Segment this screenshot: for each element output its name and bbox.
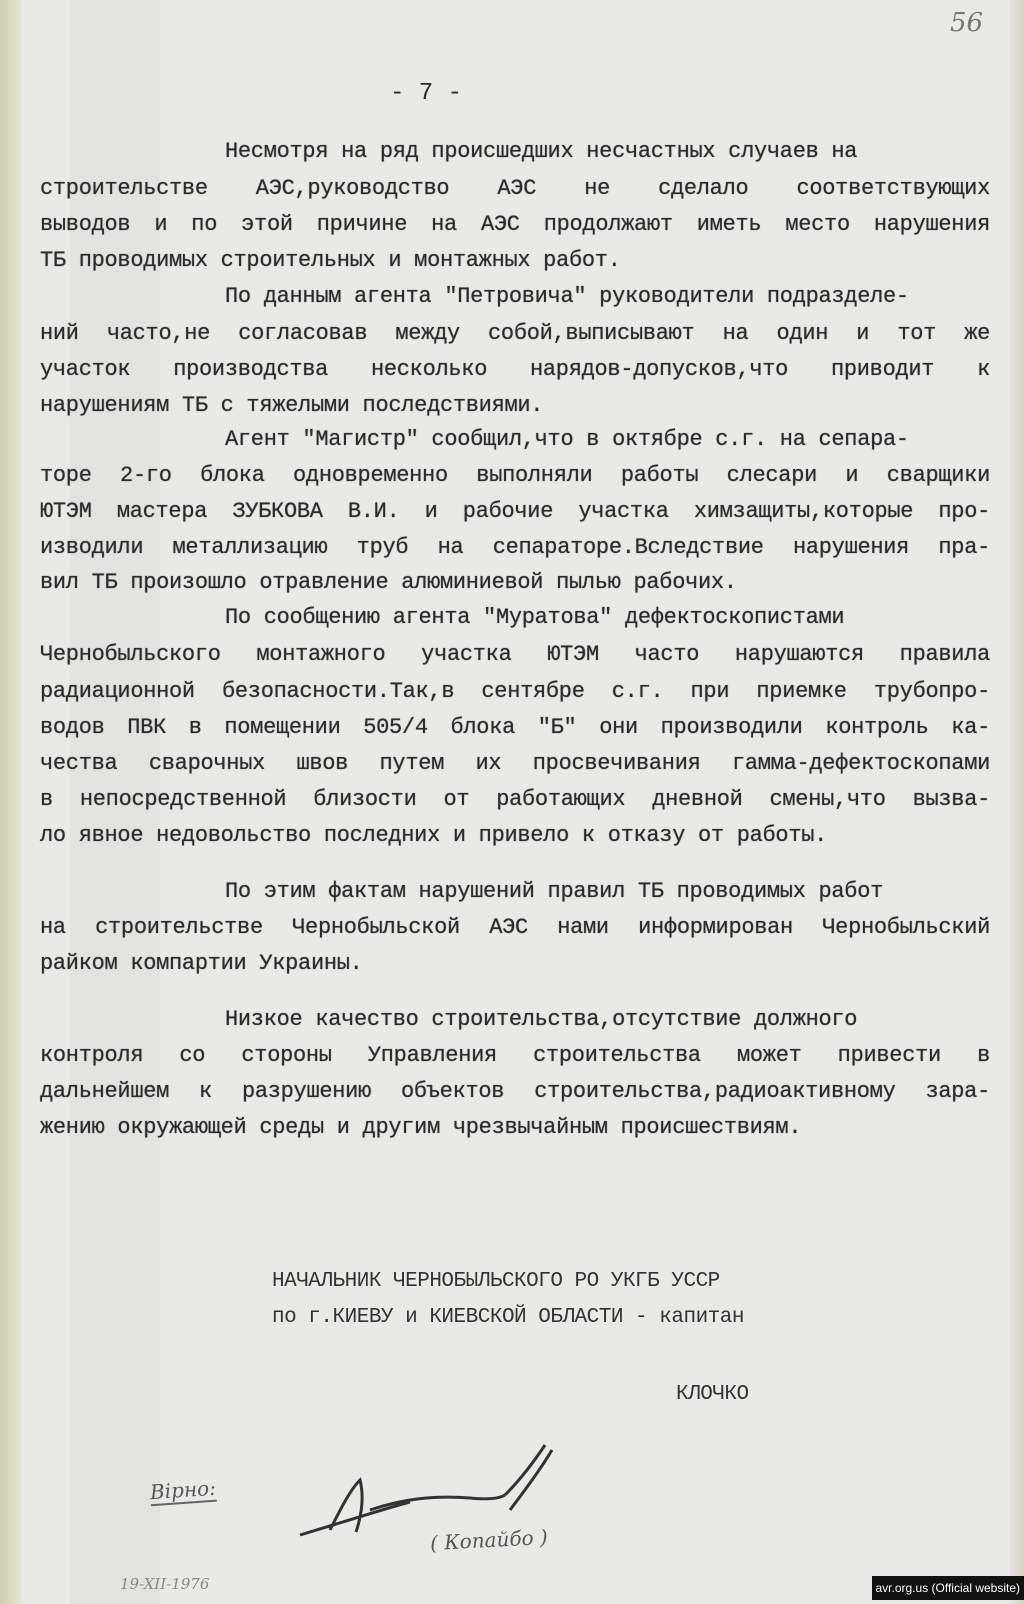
- page-number: - 7 -: [390, 80, 463, 107]
- paragraph-1-line: выводов и по этой причине на АЭС продолжают иметь место нарушения: [40, 212, 990, 237]
- paragraph-1-line: ТБ проводимых строительных и монтажных работ.: [40, 248, 621, 273]
- paragraph-5-line: По этим фактам нарушений правил ТБ проводимых работ: [225, 879, 884, 904]
- paragraph-2-line: участок производства несколько нарядов-допусков,что приводит к: [40, 357, 990, 382]
- handwritten-date: 19-XII-1976: [120, 1575, 210, 1593]
- paragraph-6-line: жению окружающей среды и другим чрезвычайным происшествиям.: [40, 1115, 802, 1140]
- paragraph-5-line: на строительстве Чернобыльской АЭС нами информирован Чернобыльский: [40, 915, 990, 940]
- paragraph-4-line: ло явное недовольство последних и привело к отказу от работы.: [40, 823, 828, 848]
- paragraph-4-line: чества сварочных швов путем их просвечивания гамма-дефектоскопами: [40, 751, 990, 776]
- paragraph-3-line: торе 2-го блока одновременно выполняли работы слесари и сварщики: [40, 463, 990, 488]
- paragraph-4-line: водов ПВК в помещении 505/4 блока "Б" они производили контроль ка-: [40, 715, 990, 740]
- paragraph-4-line: По сообщению агента "Муратова" дефектоскопистами: [225, 605, 845, 630]
- scan-left-edge: [0, 0, 22, 1604]
- paragraph-6-line: контроля со стороны Управления строительства может привести в: [40, 1043, 990, 1068]
- paragraph-2-line: ний часто,не согласовав между собой,выписывают на один и тот же: [40, 321, 990, 346]
- signer-name: КЛОЧКО: [676, 1383, 749, 1406]
- paragraph-1-line: Несмотря на ряд происшедших несчастных случаев на: [225, 139, 858, 164]
- paragraph-6-line: дальнейшем к разрушению объектов строительства,радиоактивному зара-: [40, 1079, 990, 1104]
- paragraph-4-line: в непосредственной близости от работающих дневной смены,что вызва-: [40, 787, 990, 812]
- paragraph-2-line: По данным агента "Петровича" руководители подразделе-: [225, 284, 909, 309]
- paragraph-3-line: Агент "Магистр" сообщил,что в октябре с.г. на сепара-: [225, 427, 909, 452]
- paragraph-3-line: ЮТЭМ мастера ЗУБКОВА В.И. и рабочие участка химзащиты,которые про-: [40, 499, 990, 524]
- paragraph-5-line: райком компартии Украины.: [40, 951, 363, 976]
- archive-sheet-number: 56: [950, 8, 984, 38]
- paragraph-2-line: нарушениям ТБ с тяжелыми последствиями.: [40, 393, 544, 418]
- signer-title-line-2: по г.КИЕВУ и КИЕВСКОЙ ОБЛАСТИ - капитан: [272, 1306, 744, 1329]
- handwritten-signatory: ( Копайбо ): [429, 1524, 549, 1556]
- signer-title-line-1: НАЧАЛЬНИК ЧЕРНОБЫЛЬСКОГО РО УКГБ УССР: [272, 1270, 720, 1293]
- paragraph-4-line: Чернобыльского монтажного участка ЮТЭМ часто нарушаются правила: [40, 642, 990, 667]
- paragraph-3-line: вил ТБ произошло отравление алюминиевой пылью рабочих.: [40, 570, 737, 595]
- paragraph-6-line: Низкое качество строительства,отсутствие должного: [225, 1007, 858, 1032]
- paragraph-1-line: строительстве АЭС,руководство АЭС не сделало соответствующих: [40, 176, 990, 201]
- handwritten-certified: Вірно:: [149, 1475, 217, 1505]
- paragraph-4-line: радиационной безопасности.Так,в сентябре с.г. при приемке трубопро-: [40, 679, 990, 704]
- paragraph-3-line: изводили металлизацию труб на сепараторе.Вследствие нарушения пра-: [40, 535, 990, 560]
- watermark: avr.org.us (Official website): [872, 1576, 1024, 1600]
- scan-right-edge: [1010, 0, 1024, 1604]
